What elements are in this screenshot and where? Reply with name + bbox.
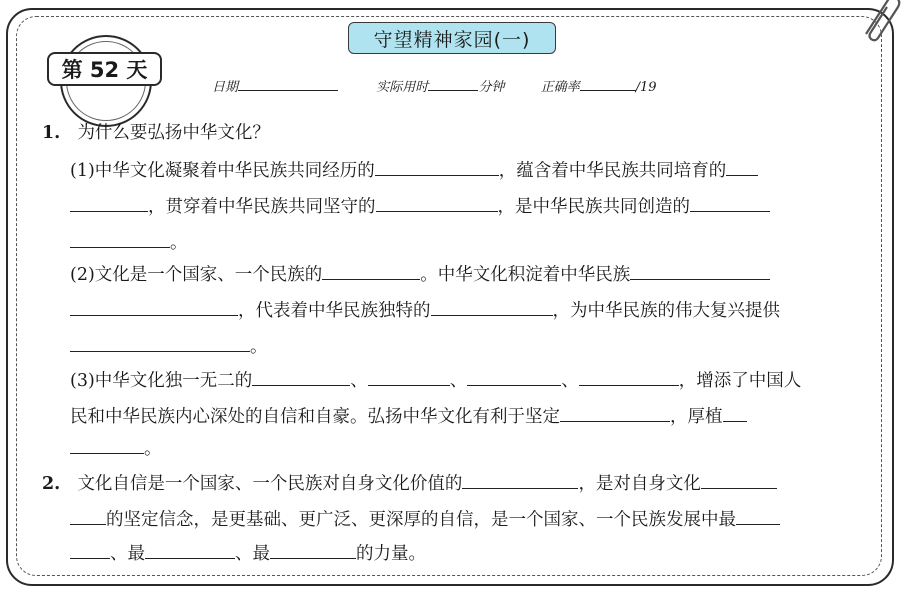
q1-p2-line1 bbox=[70, 262, 770, 286]
answer-blank[interactable] bbox=[376, 194, 498, 212]
q1-p2-text-d: ，为中华民族的伟大复兴提供 bbox=[552, 301, 780, 321]
answer-blank[interactable] bbox=[70, 436, 144, 454]
answer-blank[interactable] bbox=[431, 298, 553, 316]
q1-p2-text-a: (2)文化是一个国家、一个民族的 bbox=[70, 265, 323, 285]
q2-text-f: 的力量。 bbox=[356, 544, 426, 564]
answer-blank[interactable] bbox=[322, 262, 420, 280]
answer-blank[interactable] bbox=[70, 334, 250, 352]
q1-p1-line2 bbox=[70, 194, 770, 218]
answer-blank[interactable] bbox=[630, 262, 770, 280]
answer-blank[interactable] bbox=[690, 194, 770, 212]
answer-blank[interactable] bbox=[270, 541, 356, 559]
q2-line1 bbox=[42, 471, 777, 495]
q2-text-a: 文化自信是一个国家、一个民族对自身文化价值的 bbox=[77, 474, 463, 494]
q1-stem-line bbox=[42, 122, 270, 144]
q2-text-e: 、最 bbox=[235, 544, 270, 564]
answer-blank[interactable] bbox=[726, 158, 758, 176]
q1-p3-separator: 、 bbox=[350, 371, 368, 391]
answer-blank[interactable] bbox=[560, 404, 670, 422]
q2-text-d: 、最 bbox=[110, 544, 145, 564]
q1-p3-line3 bbox=[70, 436, 162, 460]
q1-p3-line2 bbox=[70, 404, 747, 428]
time-unit: 分钟 bbox=[478, 80, 505, 95]
day-label: 第 52 天 bbox=[47, 52, 162, 86]
time-label: 实际用时 bbox=[376, 80, 429, 95]
answer-blank[interactable] bbox=[70, 507, 106, 525]
q1-p2-text-c: ，代表着中华民族独特的 bbox=[238, 301, 431, 321]
answer-blank[interactable] bbox=[70, 230, 170, 248]
answer-blank[interactable] bbox=[252, 368, 350, 386]
q1-p1-text-c: ，贯穿着中华民族共同坚守的 bbox=[148, 197, 376, 217]
q1-p1-text-d: ，是中华民族共同创造的 bbox=[497, 197, 690, 217]
answer-blank[interactable] bbox=[368, 368, 450, 386]
date-blank[interactable] bbox=[238, 76, 338, 91]
answer-blank[interactable] bbox=[145, 541, 235, 559]
paperclip-icon bbox=[854, 0, 904, 44]
answer-blank[interactable] bbox=[70, 541, 110, 559]
date-label: 日期 bbox=[212, 80, 239, 95]
answer-blank[interactable] bbox=[723, 404, 747, 422]
accuracy-total: /19 bbox=[635, 80, 657, 95]
q2-text-b: ，是对自身文化 bbox=[578, 474, 701, 494]
q1-p3-text-b: ，增添了中国人 bbox=[678, 371, 802, 391]
answer-blank[interactable] bbox=[70, 194, 148, 212]
accuracy-label: 正确率 bbox=[540, 80, 580, 95]
answer-blank[interactable] bbox=[467, 368, 561, 386]
answer-blank[interactable] bbox=[70, 298, 238, 316]
q1-p1-text-e: 。 bbox=[170, 233, 188, 253]
answer-blank[interactable] bbox=[701, 471, 777, 489]
q1-number: 1. bbox=[42, 123, 61, 143]
q1-p3-line1 bbox=[70, 368, 801, 392]
page-title: 守望精神家园(一) bbox=[348, 22, 556, 54]
q1-p2-text-e: 。 bbox=[250, 337, 268, 357]
q1-p2-line2 bbox=[70, 298, 780, 322]
q1-p3-separator: 、 bbox=[561, 371, 579, 391]
answer-blank[interactable] bbox=[579, 368, 679, 386]
accuracy-blank[interactable] bbox=[580, 76, 636, 91]
time-blank[interactable] bbox=[428, 76, 478, 91]
q2-text-c: 的坚定信念，是更基础、更广泛、更深厚的自信，是一个国家、一个民族发展中最 bbox=[106, 510, 736, 530]
answer-blank[interactable] bbox=[462, 471, 578, 489]
q1-p3-text-e: 。 bbox=[144, 439, 162, 459]
q1-p3-text-a: (3)中华文化独一无二的 bbox=[70, 371, 253, 391]
q1-p1-text-a: (1)中华文化凝聚着中华民族共同经历的 bbox=[70, 161, 375, 181]
q1-stem: 为什么要弘扬中华文化？ bbox=[77, 123, 270, 143]
answer-blank[interactable] bbox=[375, 158, 499, 176]
q1-p2-text-b: 。中华文化积淀着中华民族 bbox=[420, 265, 631, 285]
q2-number: 2. bbox=[42, 474, 61, 494]
q1-p2-line3 bbox=[70, 334, 268, 358]
q1-p3-text-d: ，厚植 bbox=[670, 407, 723, 427]
q1-p3-separator: 、 bbox=[449, 371, 468, 391]
q1-p1-text-b: ，蕴含着中华民族共同培育的 bbox=[498, 161, 727, 181]
answer-blank[interactable] bbox=[736, 507, 780, 525]
q1-p1-line3 bbox=[70, 230, 188, 254]
q1-p3-text-c: 民和中华民族内心深处的自信和自豪。弘扬中华文化有利于坚定 bbox=[70, 407, 560, 427]
info-row bbox=[212, 76, 657, 95]
q1-p1-line1 bbox=[70, 158, 758, 182]
q2-line2 bbox=[70, 507, 780, 531]
q2-line3 bbox=[70, 541, 426, 565]
